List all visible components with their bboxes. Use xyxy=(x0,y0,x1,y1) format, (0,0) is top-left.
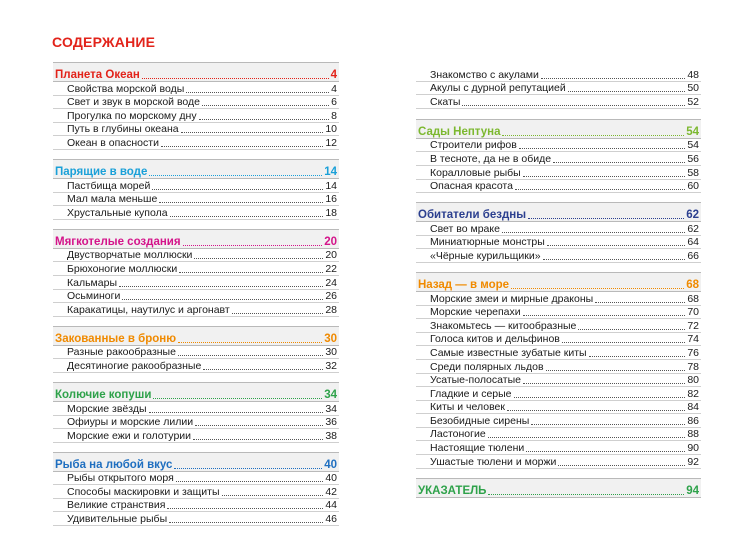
entry-title: Морские ежи и голотурии xyxy=(67,429,192,442)
entry-title: Свойства морской воды xyxy=(67,82,185,95)
entry-page: 26 xyxy=(325,290,337,303)
dot-leader xyxy=(186,91,329,93)
toc-entry[interactable] xyxy=(416,236,701,250)
toc-entry[interactable] xyxy=(53,276,339,290)
dot-leader xyxy=(202,104,329,106)
entry-page: 34 xyxy=(325,402,337,415)
entry-page: 50 xyxy=(687,82,699,95)
toc-entry[interactable] xyxy=(416,428,701,442)
dot-leader xyxy=(519,147,686,149)
toc-entry[interactable] xyxy=(53,402,339,416)
entry-page: 78 xyxy=(687,360,699,373)
entry-title: Удивительные рыбы xyxy=(67,513,168,526)
entry-page: 14 xyxy=(325,179,337,192)
toc-entry[interactable] xyxy=(416,68,701,82)
dot-leader xyxy=(183,244,323,246)
section-page: 14 xyxy=(324,165,337,178)
section-page: 34 xyxy=(324,388,337,401)
toc-section xyxy=(53,452,339,526)
toc-section xyxy=(416,119,701,193)
toc-entry[interactable] xyxy=(416,333,701,347)
dot-leader xyxy=(547,244,685,246)
dot-leader xyxy=(514,396,686,398)
entry-title: Морские змеи и мирные драконы xyxy=(430,292,594,305)
toc-entry[interactable] xyxy=(416,441,701,455)
entry-page: 70 xyxy=(687,306,699,319)
entry-title: Десятиногие ракообразные xyxy=(67,359,202,372)
section-heading[interactable] xyxy=(53,382,339,402)
dot-leader xyxy=(558,464,685,466)
dot-leader xyxy=(488,436,686,438)
entry-title: Мал мала меньше xyxy=(67,193,158,206)
section-title: Планета Океан xyxy=(55,69,140,81)
toc-section xyxy=(53,62,339,150)
entry-page: 80 xyxy=(687,374,699,387)
dot-leader xyxy=(119,285,323,287)
toc-entry[interactable] xyxy=(53,123,339,137)
dot-leader xyxy=(502,231,685,233)
toc-left-column xyxy=(53,62,339,535)
toc-entry[interactable] xyxy=(53,262,339,276)
toc-entry[interactable] xyxy=(53,512,339,526)
entry-page: 42 xyxy=(325,485,337,498)
entry-page: 28 xyxy=(325,303,337,316)
entry-title: Морские звёзды xyxy=(67,402,147,415)
dot-leader xyxy=(523,382,685,384)
toc-entry[interactable] xyxy=(53,416,339,430)
section-page: 62 xyxy=(686,209,699,222)
dot-leader xyxy=(589,355,686,357)
entry-title: Осьминоги xyxy=(67,290,121,303)
entry-title: Свет во мраке xyxy=(430,222,500,235)
dot-leader xyxy=(203,368,323,370)
entry-title: Способы маскировки и защиты xyxy=(67,485,220,498)
toc-entry[interactable] xyxy=(53,193,339,207)
dot-leader xyxy=(149,174,322,176)
toc-entry[interactable] xyxy=(416,166,701,180)
toc-entry[interactable] xyxy=(416,360,701,374)
entry-title: Скаты xyxy=(430,95,461,108)
entry-page: 60 xyxy=(687,180,699,193)
toc-entry[interactable] xyxy=(53,249,339,263)
entry-title: Киты и человек xyxy=(430,401,505,414)
dot-leader xyxy=(595,301,685,303)
dot-leader xyxy=(541,77,685,79)
section-page: 4 xyxy=(330,69,337,81)
dot-leader xyxy=(149,411,324,413)
toc-entry[interactable] xyxy=(416,180,701,194)
dot-leader xyxy=(152,188,323,190)
toc-section xyxy=(416,272,701,469)
toc-section-index xyxy=(416,478,701,498)
section-heading[interactable] xyxy=(53,62,339,82)
entry-page: 40 xyxy=(325,472,337,485)
section-page: 20 xyxy=(324,235,337,248)
entry-page: 66 xyxy=(687,249,699,262)
entry-title: Океан в опасности xyxy=(67,136,159,149)
entry-title: Брюхоногие моллюски xyxy=(67,262,178,275)
dot-leader xyxy=(543,258,686,260)
dot-leader xyxy=(531,423,685,425)
section-heading[interactable] xyxy=(53,452,339,472)
dot-leader xyxy=(153,397,322,399)
toc-section xyxy=(53,326,339,373)
section-title: Сады Нептуна xyxy=(418,125,501,138)
dot-leader xyxy=(161,145,323,147)
entry-page: 64 xyxy=(687,236,699,249)
entry-title: Самые известные зубатые киты xyxy=(430,346,587,359)
dot-leader xyxy=(553,161,685,163)
section-title: Закованные в броню xyxy=(55,332,177,345)
dot-leader xyxy=(523,314,686,316)
entry-title: Ушастые тюлени и моржи xyxy=(430,455,557,468)
dot-leader xyxy=(170,215,324,217)
entry-page: 46 xyxy=(325,513,337,526)
entry-title: Путь в глубины океана xyxy=(67,123,179,136)
toc-entry[interactable] xyxy=(53,303,339,317)
entry-page: 10 xyxy=(325,123,337,136)
section-title: Назад — в море xyxy=(418,278,510,291)
entry-page: 68 xyxy=(687,292,699,305)
dot-leader xyxy=(179,271,323,273)
toc-entry[interactable] xyxy=(416,95,701,109)
toc-right-column xyxy=(416,62,701,507)
entry-title: Настоящие тюлени xyxy=(430,442,525,455)
dot-leader xyxy=(178,354,323,356)
entry-page: 4 xyxy=(331,82,337,95)
entry-page: 8 xyxy=(331,109,337,122)
index-heading[interactable] xyxy=(416,478,701,498)
entry-title: Морские черепахи xyxy=(430,306,521,319)
entry-title: Безобидные сирены xyxy=(430,414,530,427)
toc-entry[interactable] xyxy=(53,346,339,360)
toc-entry[interactable] xyxy=(416,346,701,360)
toc-entry[interactable] xyxy=(416,222,701,236)
dot-leader xyxy=(507,409,685,411)
entry-title: Пастбища морей xyxy=(67,179,151,192)
toc-entry[interactable] xyxy=(53,82,339,96)
toc-entry[interactable] xyxy=(53,290,339,304)
dot-leader xyxy=(523,175,686,177)
section-page: 30 xyxy=(324,332,337,345)
dot-leader xyxy=(178,341,322,343)
entry-page: 44 xyxy=(325,499,337,512)
entry-page: 84 xyxy=(687,401,699,414)
dot-leader xyxy=(488,493,684,495)
entry-page: 56 xyxy=(687,152,699,165)
entry-page: 74 xyxy=(687,333,699,346)
entry-page: 30 xyxy=(325,346,337,359)
dot-leader xyxy=(193,438,323,440)
dot-leader xyxy=(194,257,323,259)
entry-title: Знакомство с акулами xyxy=(430,68,539,81)
toc-entry[interactable] xyxy=(53,96,339,110)
entry-page: 62 xyxy=(687,222,699,235)
entry-page: 76 xyxy=(687,346,699,359)
entry-page: 12 xyxy=(325,136,337,149)
toc-entry[interactable] xyxy=(53,429,339,443)
dot-leader xyxy=(174,467,322,469)
toc-entry[interactable] xyxy=(53,206,339,220)
entry-title: Среди полярных льдов xyxy=(430,360,544,373)
toc-entry[interactable] xyxy=(53,472,339,486)
page-title: СОДЕРЖАНИЕ xyxy=(52,34,156,50)
entry-page: 36 xyxy=(325,416,337,429)
entry-title: Голоса китов и дельфинов xyxy=(430,333,560,346)
section-heading[interactable] xyxy=(416,119,701,139)
dot-leader xyxy=(181,131,324,133)
entry-page: 24 xyxy=(325,276,337,289)
dot-leader xyxy=(176,480,324,482)
toc-entry[interactable] xyxy=(53,179,339,193)
entry-page: 58 xyxy=(687,166,699,179)
entry-title: «Чёрные курильщики» xyxy=(430,249,541,262)
entry-title: Акулы с дурной репутацией xyxy=(430,82,566,95)
dot-leader xyxy=(122,298,323,300)
toc-entry[interactable] xyxy=(416,374,701,388)
dot-leader xyxy=(195,424,323,426)
entry-title: Великие странствия xyxy=(67,499,166,512)
dot-leader xyxy=(515,188,685,190)
section-page: 54 xyxy=(686,125,699,138)
entry-page: 38 xyxy=(325,429,337,442)
section-title: Рыба на любой вкус xyxy=(55,458,173,471)
entry-title: Офиуры и морские лилии xyxy=(67,416,194,429)
dot-leader xyxy=(502,134,684,136)
dot-leader xyxy=(142,77,329,79)
entry-page: 54 xyxy=(687,139,699,152)
toc-entry[interactable] xyxy=(416,249,701,263)
dot-leader xyxy=(159,201,323,203)
toc-section xyxy=(416,202,701,263)
entry-title: Двустворчатые моллюски xyxy=(67,249,193,262)
toc-entry[interactable] xyxy=(416,414,701,428)
entry-title: В тесноте, да не в обиде xyxy=(430,152,552,165)
entry-page: 88 xyxy=(687,428,699,441)
entry-title: Каракатицы, наутилус и аргонавт xyxy=(67,303,230,316)
section-page: 40 xyxy=(324,458,337,471)
toc-entry[interactable] xyxy=(53,359,339,373)
dot-leader xyxy=(511,287,684,289)
dot-leader xyxy=(167,507,323,509)
section-title: Мягкотелые создания xyxy=(55,235,181,248)
toc-section-continuation xyxy=(416,68,701,109)
section-heading[interactable] xyxy=(53,229,339,249)
toc-entry[interactable] xyxy=(416,292,701,306)
entry-title: Строители рифов xyxy=(430,139,517,152)
toc-entry[interactable] xyxy=(53,499,339,513)
toc-section xyxy=(53,382,339,443)
dot-leader xyxy=(526,450,685,452)
entry-page: 90 xyxy=(687,442,699,455)
entry-page: 18 xyxy=(325,206,337,219)
entry-title: Свет и звук в морской воде xyxy=(67,96,200,109)
entry-title: Рыбы открытого моря xyxy=(67,472,174,485)
section-page: 68 xyxy=(686,278,699,291)
entry-page: 72 xyxy=(687,319,699,332)
dot-leader xyxy=(169,521,323,523)
entry-title: Миниатюрные монстры xyxy=(430,236,545,249)
toc-entry[interactable] xyxy=(416,152,701,166)
entry-title: Кальмары xyxy=(67,276,117,289)
dot-leader xyxy=(546,369,686,371)
toc-entry[interactable] xyxy=(53,136,339,150)
entry-title: Коралловые рыбы xyxy=(430,166,521,179)
section-heading[interactable] xyxy=(53,159,339,179)
toc-entry[interactable] xyxy=(53,109,339,123)
entry-page: 52 xyxy=(687,95,699,108)
index-title: УКАЗАТЕЛЬ xyxy=(418,484,487,497)
entry-title: Разные ракообразные xyxy=(67,346,176,359)
entry-title: Хрустальные купола xyxy=(67,206,168,219)
dot-leader xyxy=(462,104,685,106)
entry-page: 16 xyxy=(325,193,337,206)
section-heading[interactable] xyxy=(416,202,701,222)
dot-leader xyxy=(578,328,685,330)
dot-leader xyxy=(232,312,324,314)
dot-leader xyxy=(562,341,685,343)
entry-title: Прогулка по морскому дну xyxy=(67,109,197,122)
section-heading[interactable] xyxy=(416,272,701,292)
entry-page: 48 xyxy=(687,68,699,81)
toc-entry[interactable] xyxy=(416,387,701,401)
entry-page: 82 xyxy=(687,387,699,400)
entry-page: 86 xyxy=(687,414,699,427)
entry-title: Гладкие и серые xyxy=(430,387,512,400)
dot-leader xyxy=(528,217,684,219)
entry-page: 20 xyxy=(325,249,337,262)
dot-leader xyxy=(568,90,686,92)
section-title: Обитатели бездны xyxy=(418,209,527,222)
toc-entry[interactable] xyxy=(416,306,701,320)
section-title: Колючие копуши xyxy=(55,388,152,401)
toc-section xyxy=(53,159,339,220)
entry-page: 22 xyxy=(325,262,337,275)
section-heading[interactable] xyxy=(53,326,339,346)
entry-page: 6 xyxy=(331,96,337,109)
toc-section xyxy=(53,229,339,317)
entry-title: Опасная красота xyxy=(430,180,513,193)
toc-entry[interactable] xyxy=(416,455,701,469)
entry-title: Усатые-полосатые xyxy=(430,374,521,387)
toc-entry[interactable] xyxy=(53,485,339,499)
toc-entry[interactable] xyxy=(416,139,701,153)
toc-entry[interactable] xyxy=(416,82,701,96)
section-title: Парящие в воде xyxy=(55,165,148,178)
dot-leader xyxy=(222,494,324,496)
entry-page: 92 xyxy=(687,455,699,468)
index-page: 94 xyxy=(686,484,699,497)
entry-title: Ластоногие xyxy=(430,428,486,441)
entry-title: Знакомьтесь — китообразные xyxy=(430,319,577,332)
entry-page: 32 xyxy=(325,359,337,372)
toc-entry[interactable] xyxy=(416,401,701,415)
toc-entry[interactable] xyxy=(416,319,701,333)
dot-leader xyxy=(199,118,330,120)
